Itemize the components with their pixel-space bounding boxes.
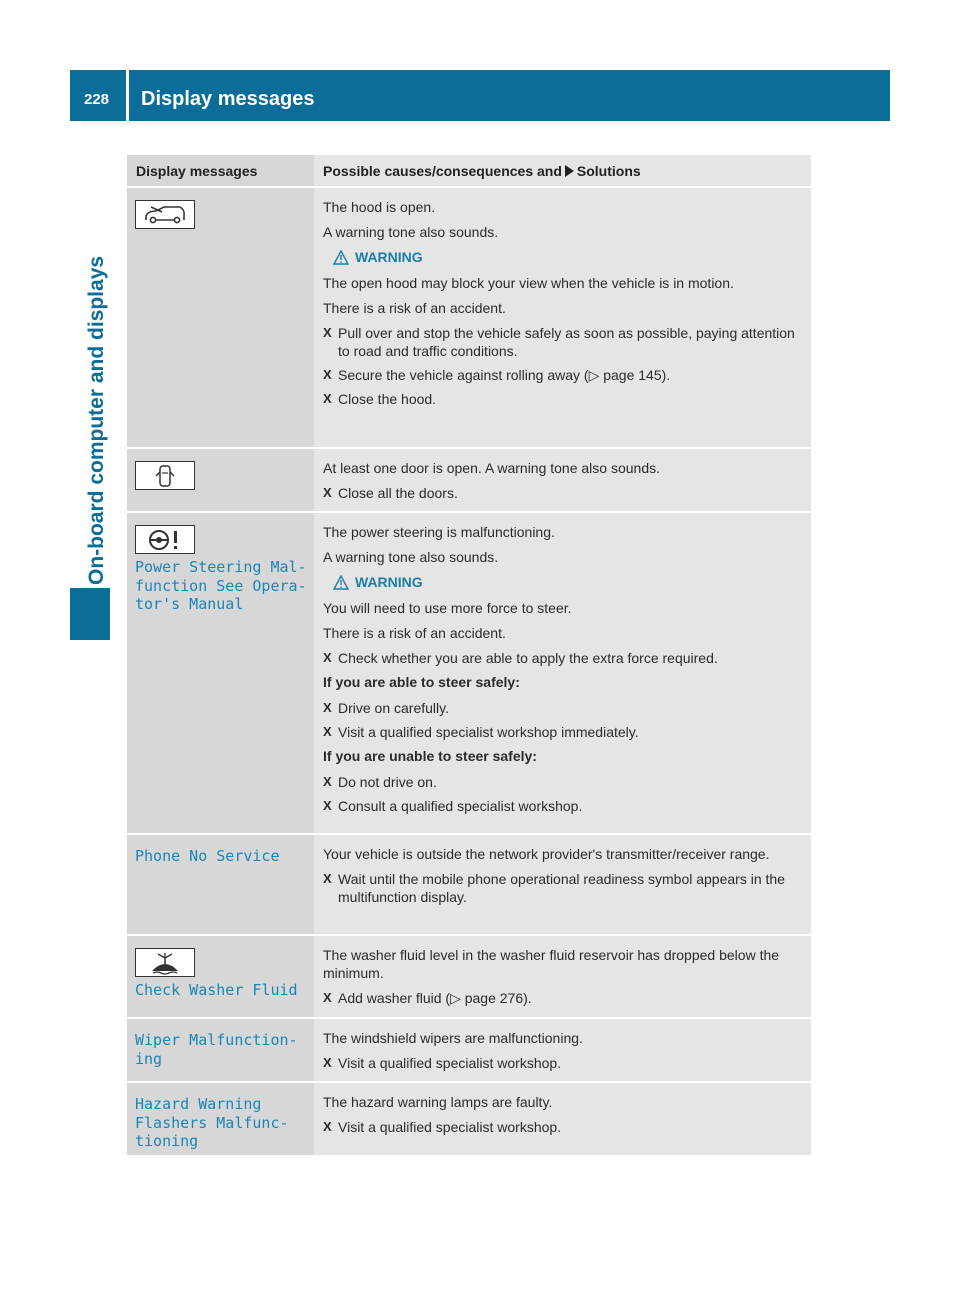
step-arrow-icon: X: [323, 990, 332, 1005]
display-message-text: Wiper Malfunction- ing: [135, 1031, 298, 1068]
col-header-causes: [314, 155, 811, 186]
chapter-side-label: On-board computer and displays: [85, 255, 108, 585]
display-message-cell: [127, 1019, 314, 1081]
table-row: [127, 449, 811, 513]
step-arrow-icon: X: [323, 325, 332, 340]
cause-text: The power steering is malfunctioning.: [323, 524, 555, 540]
table-row: [127, 188, 811, 449]
warning-text: There is a risk of an accident.: [323, 300, 506, 316]
col-header-solutions-text: Solutions: [576, 163, 641, 179]
step-text: Visit a qualified specialist workshop.: [338, 1119, 562, 1135]
step-text: Drive on carefully.: [338, 700, 450, 716]
display-message-cell: [127, 835, 314, 934]
table-row: [127, 835, 811, 936]
col-header-causes-text: Possible causes/consequences and: [323, 163, 562, 179]
display-messages-table: [127, 155, 811, 1157]
col-header-display-messages: Display messages: [127, 155, 314, 186]
step-arrow-icon: X: [323, 485, 332, 500]
display-message-cell: [127, 449, 314, 511]
step-text: Wait until the mobile phone operational readiness symbol appears in the multifunction display.: [338, 871, 785, 905]
solution-step: [323, 484, 799, 502]
step-text: Do not drive on.: [338, 774, 437, 790]
solution-step: [323, 649, 799, 667]
solution-step: [323, 773, 799, 791]
page-number: 228: [84, 91, 110, 108]
subsection-title: If you are able to steer safely:: [323, 674, 520, 690]
step-text: Visit a qualified specialist workshop immediately.: [338, 724, 639, 740]
solution-step: [323, 797, 799, 815]
display-message-text: Phone No Service: [135, 847, 280, 865]
step-arrow-icon: X: [323, 391, 332, 406]
step-text: Consult a qualified specialist workshop.: [338, 798, 583, 814]
solution-step: [323, 723, 799, 741]
cause-text: A warning tone also sounds.: [323, 549, 499, 565]
washer-fluid-icon: [135, 948, 195, 977]
cause-text: The hazard warning lamps are faulty.: [323, 1094, 553, 1110]
warning-triangle-icon: [333, 250, 349, 265]
solution-cell: [314, 835, 811, 934]
display-message-text: Power Steering Mal- function See Opera- tor's Manual: [135, 558, 307, 613]
hood-open-icon: [135, 200, 195, 229]
step-arrow-icon: X: [323, 650, 332, 665]
solution-cell: [314, 449, 811, 511]
solution-cell: [314, 1019, 811, 1081]
solution-step: [323, 1118, 799, 1136]
warning-label: WARNING: [355, 249, 423, 265]
display-message-cell: [127, 188, 314, 447]
display-message-text: Hazard Warning Flashers Malfunc- tioning: [135, 1095, 289, 1150]
table-row: [127, 1083, 811, 1157]
display-message-cell: [127, 936, 314, 1017]
table-row: [127, 936, 811, 1019]
step-text: Close the hood.: [338, 391, 437, 407]
step-arrow-icon: X: [323, 774, 332, 789]
step-arrow-icon: X: [323, 871, 332, 886]
solution-step: [323, 366, 799, 384]
subsection-title: If you are unable to steer safely:: [323, 748, 537, 764]
cause-text: The windshield wipers are malfunctioning.: [323, 1030, 583, 1046]
step-arrow-icon: X: [323, 724, 332, 739]
solution-step: [323, 390, 799, 408]
step-text: Visit a qualified specialist workshop.: [338, 1055, 562, 1071]
display-message-cell: [127, 513, 314, 833]
cause-text: The washer fluid level in the washer fluid reservoir has dropped below the minimum.: [323, 947, 780, 981]
cause-text: At least one door is open. A warning tone also sounds.: [323, 460, 661, 476]
table-row: [127, 1019, 811, 1083]
warning-triangle-icon: [333, 575, 349, 590]
solution-cell: [314, 936, 811, 1017]
warning-text: The open hood may block your view when the vehicle is in motion.: [323, 275, 734, 291]
header-divider: [126, 70, 129, 121]
power-steering-warning-icon: [135, 525, 195, 554]
step-text: Secure the vehicle against rolling away (▷ page 145).: [338, 367, 671, 383]
warning-text: There is a risk of an accident.: [323, 625, 506, 641]
step-arrow-icon: X: [323, 700, 332, 715]
solution-step: [323, 989, 799, 1007]
step-text: Close all the doors.: [338, 485, 458, 501]
warning-heading: [323, 573, 799, 591]
solution-cell: [314, 188, 811, 447]
step-arrow-icon: X: [323, 1055, 332, 1070]
solution-step: [323, 870, 799, 906]
display-message-cell: [127, 1083, 314, 1155]
cause-text: A warning tone also sounds.: [323, 224, 499, 240]
warning-heading: [323, 248, 799, 266]
step-text: Pull over and stop the vehicle safely as soon as possible, paying attention to road and traffic conditions.: [338, 325, 795, 359]
solution-cell: [314, 1083, 811, 1155]
door-open-icon: [135, 461, 195, 490]
table-row: [127, 513, 811, 835]
cause-text: The hood is open.: [323, 199, 436, 215]
solution-arrow-icon: [565, 165, 574, 177]
page-title: Display messages: [141, 88, 315, 110]
solution-step: [323, 1054, 799, 1072]
step-arrow-icon: X: [323, 367, 332, 382]
chapter-side-block: [70, 588, 110, 640]
step-text: Check whether you are able to apply the extra force required.: [338, 650, 718, 666]
solution-step: [323, 699, 799, 717]
warning-text: You will need to use more force to steer.: [323, 600, 572, 616]
table-header: [127, 155, 811, 188]
step-arrow-icon: X: [323, 798, 332, 813]
cause-text: Your vehicle is outside the network provider's transmitter/receiver range.: [323, 846, 770, 862]
step-arrow-icon: X: [323, 1119, 332, 1134]
warning-label: WARNING: [355, 574, 423, 590]
display-message-text: Check Washer Fluid: [135, 981, 298, 999]
solution-cell: [314, 513, 811, 833]
solution-step: [323, 324, 799, 360]
step-text: Add washer fluid (▷ page 276).: [338, 990, 532, 1006]
